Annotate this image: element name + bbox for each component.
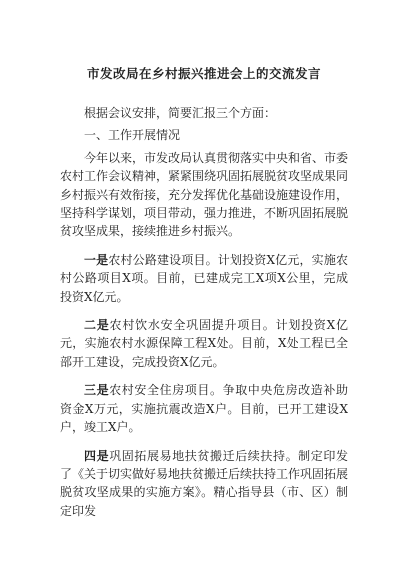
item-text: 巩固拓展易地扶贫搬迁后续扶持。制定印发了《关于切实做好易地扶贫搬迁后续扶持工作巩固拓展脱贫攻坚成果的实施方案》。精心指导县（市、区）制定印发 (60, 448, 349, 518)
list-item (60, 316, 348, 371)
item-text: 农村安全住房项目。争取中央危房改造补助资金X万元，实施抗震改造X户。目前，已开工建设X户，竣工X户。 (60, 383, 348, 435)
item-text: 农村饮水安全巩固提升项目。计划投资X亿元，实施农村水源保障工程X处。目前，X处工程已全部开工建设，完成投资X亿元。 (60, 318, 348, 369)
item-text: 农村公路建设项目。计划投资X亿元，实施农村公路项目X项。目前，已建成完工X项X公里，完成投资X亿元。 (60, 252, 348, 304)
item-lead: 三是 (84, 383, 110, 398)
intro-paragraph: 根据会议安排，简要汇报三个方面： (84, 106, 277, 120)
list-item (60, 381, 348, 436)
list-item (60, 447, 348, 521)
section-heading: 一、工作开展情况 (84, 128, 181, 143)
document-title: 市发改局在乡村振兴推进会上的交流发言 (86, 66, 321, 81)
item-lead: 四是 (84, 448, 110, 463)
item-lead: 一是 (84, 252, 109, 267)
list-item (60, 251, 348, 306)
body-paragraph: 今年以来，市发改局认真贯彻落实中央和省、市委农村工作会议精神，紧紧围绕巩固拓展脱贫攻坚成果同乡村振兴有效衔接，充分发挥优化基础设施建设作用，坚持科学谋划，项目带动，强力推进，不断巩固拓展脱贫攻坚成果，接续推进乡村振兴。 (60, 150, 349, 239)
item-lead: 二是 (84, 318, 110, 333)
